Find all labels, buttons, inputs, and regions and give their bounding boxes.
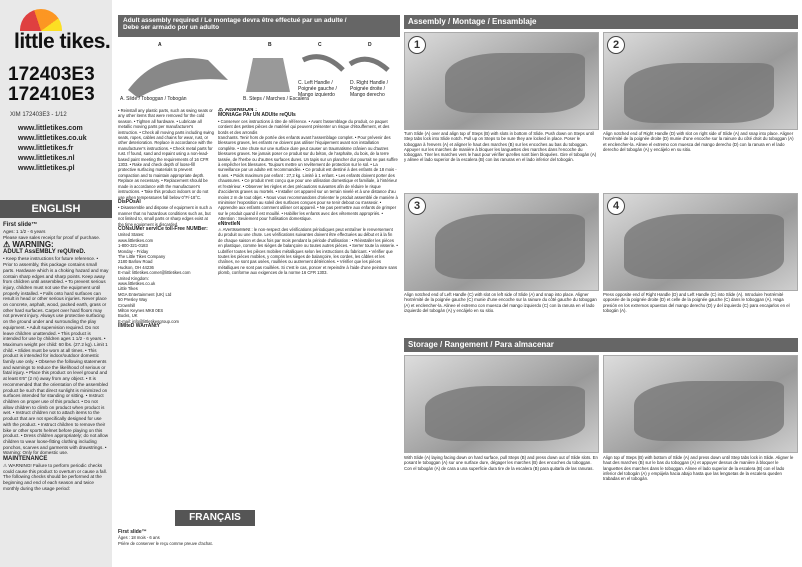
slide-part-icon [128, 58, 228, 98]
french-warning-text: tranchants. Tenir hors de portée des enfants avant l'assemblage complet. • Pour prévenir des blessures graves, les enfants ne doivent pas utiliser l'équipement avant son installation complète. • Une chute sur une surface dure peut causer un traumatisme crânien ou d'autres blessures graves. Ne jamais poser ce produit sur du béton, de l'asphalte, du bois, de la terre tassée, de l'herbe ou d'autres surfaces dures. Un tapis sur un plancher dur pourrait ne pas suffire à empêcher les blessures. Toujours mettre un revêtement de protection sur le sol. • La surveillance par un adulte est recommandée. • Ce produit est destiné à des enfants de 18 mois - 6 ans. • Poids maximum par enfant : 27,2 kg. Limité à 1 enfant. • Les enfants doivent porter des chaussures. • Ce produit n'est conçu que pour une utilisation domestique et familiale, à l'intérieur et l'extérieur. • Observer les règles et des précautions suivantes afin de réduire le risque d'accidents graves ou mortels. • Installer cet appareil sur un terrain nivelé et à une distance d'au moins 2 m de tout objet. • Nous vous recommandons d'orienter le produit assemblé de manière à minimiser l'exposition au soleil des surfaces conçues pour se tenir debout ou s'asseoir. • Apprendre aux enfants comment utiliser cet appareil. • Ne pas permettre aux enfants de grimper sur le produit quand il est mouillé. • Habiller les enfants avec des vêtements appropriés. • Attention : Seulement pour l'utilisation domestique. [218, 135, 398, 222]
slide-image [445, 53, 585, 113]
english-warning-text: • Keep these instructions for future reference. • Prior to assembly, this package contains small parts. Hardware which is a choking hazard and may contain sharp edges and sharp points. Keep away from children until assembled. • To prevent serious injury, children must not use the equipment until properly installed. • Falls onto hard surfaces can result in head or other serious injuries. Never place on concrete, asphalt, wood, packed earth, grass or other hard surfaces. Carpet over hard floors may not prevent injury. Always use protective surfacing on the ground under and surrounding the play equipment. • Adult supervision required. Do not leave children unattended. • This product is intended for use by children ages 1 1/2 - 6 years. • Maximum weight per child: 60 lbs. (27.2 kg). Limit 1 child. • Slides must be worn at all times. • This product is intended for indoor/outdoor domestic family use only. • Observe the following statements and warnings to reduce the likelihood of serious or fatal injury. • Place this product on level ground and at least 6'6" (2 m) away from any object. • It is recommended that the orientation of the assembled product be such that direct sunlight is minimized on surfaces intended for standing or sitting. • Instruct children on proper use of this product. • Do not allow children to climb on product when product is wet. • Instruct children not to attach items to the product that are not specifically designed for use with the product. • Instruct children to remove their bike or other sports helmet before playing on this product. • Dress children appropriately; do not allow children to wear loose-fitting clothing including ponchos, scarves and garments with drawstrings. • Warning: Only for domestic use. [3, 256, 109, 456]
slide-image [435, 214, 585, 279]
brand-logo: little tikes. [14, 30, 111, 53]
model-number-2: 172410E3 [8, 84, 95, 105]
website-link[interactable]: www.littletikes.com [18, 125, 83, 132]
french-instructions-column [218, 108, 398, 560]
maintenance-heading: MAINTENANCE [3, 456, 48, 463]
consumer-service-heading: CONsUMer servICe toll-Free NUMBer: [118, 225, 208, 232]
step-2-photo [603, 32, 798, 130]
document-code: XIM 172403E3 - 1/12 [10, 112, 67, 118]
step-1-caption: Turn Slide (A) over and align top of Steps (B) with slots in bottom of Slide. Push down on Steps until Step tabs lock into Slide notch. Pull up on Steps to be sure they are locked in place. Poser le toboggan à l'envers (A) et aligner le haut des marches (B) sur les encoches au bas du toboggan. Appuyer sur les marches de manière à bloquer les languettes des marches dans l'encoche du toboggan. Tirer les marches vers le haut pour vérifier qu'elles sont bien bloquées. Gire el tobogán (A) y alinee el lado superior de la escalera (B) con las ranuras en el lado inferior del tobogán. [404, 131, 597, 163]
english-section-header: ENGLISH [0, 200, 112, 218]
step-4-photo [603, 193, 798, 291]
maintenance-continued-column [118, 108, 214, 330]
website-link[interactable]: www.littletikes.fr [18, 145, 74, 152]
french-intro-text: • Conserver ces instructions à titre de référence. • Avant l'assemblage du produit, ce paquet contient des petites pièces de matériel qui peuvent présenter un risque d'étouffement, et des bords et des arrondis [218, 118, 390, 135]
warning-heading: ⚠ WARNING: [3, 240, 54, 250]
part-letter-d: D [368, 42, 372, 48]
part-letter-c: C [318, 42, 322, 48]
part-letter-a: A [158, 42, 162, 48]
step-number: 3 [408, 197, 426, 215]
banner-line: Debe ser armado por un adulto [123, 24, 220, 31]
french-adult-assembly-heading: MONtAGe PAr UN ADUlte reQUIs [218, 112, 296, 119]
storage-2-photo [603, 355, 798, 453]
storage-2-caption: Align top of Steps (B) with bottom of Slide (A) and press down until Step tabs lock in Slide. Aligner le haut des marches (B) sur le bas du toboggan (A) et appuyer dessus de manière à bloquer le languettes des marches dans le toboggan. Alinee el lado superior de la escalera (B) con el lado inferior del tobogán (A) y empújela hacia abajo hasta que las lengüetas de la escalera queden trabadas en el tobogán. [603, 455, 794, 482]
step-number: 1 [408, 36, 426, 54]
step-number: 2 [607, 36, 625, 54]
product-name: First slide™ [3, 222, 38, 228]
parts-illustration [118, 40, 400, 104]
website-link[interactable]: www.littletikes.nl [18, 155, 75, 162]
french-product-name: First slide™ [118, 529, 147, 535]
entretien-heading: eNtretIeN [218, 220, 241, 227]
step-4-caption: Press opposite end of Right Handle (D) and Left Handle (C) into Slide (A). Introduire l'extrémité opposée de la poignée droite (D) et celle de la poignée gauche (C) dans le toboggan (A). Haga presión en los extremos opuestos del mango derecho (D) y del izquierdo (C) para encajarlos en el tobogán (A). [603, 292, 790, 313]
step-number: 4 [607, 197, 625, 215]
maintenance-continued-text: • Reinstall any plastic parts, such as swing seats or any other items that were removed for the cold season. • Tighten all hardware. • Lubricate all metallic moving parts per manufacturer's instruction. • Check all moving parts including swing seats, ropes, cables and chains for wear, rust, or other deterioration. Replace in accordance with the manufacturer's instructions. • Check metal parts for rust. If found, sand and repaint using a non-lead-based paint meeting the requirements of 16 CFR 1303. • Rake and check depth of loose-fill protective surfacing materials to prevent compaction and to maintain appropriate depth. Replace as necessary. • Replacement should be made in accordance with the manufacturer's instructions. • Take this product indoors or do not use when temperatures fall below 0°F/-18°C. [118, 108, 214, 200]
disposal-text: • Disassemble and dispose of equipment in such a manner that no hazardous conditions such as, but not limited to, small parts or sharp edges exist at the time equipment is discarded. [118, 205, 212, 227]
french-receipt-note: Prière de conserver le reçu comme preuve d'achat. [118, 540, 213, 546]
slide-image [624, 63, 774, 123]
model-number-1: 172403E3 [8, 64, 95, 85]
part-letter-b: B [268, 42, 272, 48]
part-label-left-handle: C. Left Handle / Poignée gauche / Mango izquierdo [298, 80, 337, 98]
website-link[interactable]: www.littletikes.pl [18, 165, 75, 172]
right-handle-part-icon [350, 59, 388, 70]
part-label-steps: B. Steps / Marches / Escalera [243, 96, 309, 102]
adult-assembly-heading: ADULT AssEMBLY reQUIreD. [3, 249, 86, 256]
part-label-slide: A. Slide / Toboggan / Tobogán [120, 96, 187, 102]
slide-image [634, 381, 784, 441]
step-2-caption: Align notched end of Right Handle (D) with slot on right side of Slide (A) and snap into place. Aligner l'extrémité de la poignée droite (D) munie d'une encoche sur la rainure du côté droit du toboggan (A) et enclencher-la. Alinee el extremo con muesca del mango derecho (D) con la ranura en el lado derecho del tobogán (A) y encájelo en su sitio. [603, 131, 794, 152]
storage-1-photo [404, 355, 599, 453]
french-ages: Âges : 18 mois - 6 ans [118, 535, 160, 541]
adult-assembly-banner [118, 15, 400, 37]
slide-image [624, 214, 784, 279]
storage-1-caption: With Slide (A) laying facing down on hard surface, pull Steps (B) and press down out of Slide slots. En posant le toboggan (A) sur une surface dure, dégager les marches (B) des encoches du toboggan. Con el tobogán (A) de cara a una superficie dura tire de la escalera (B) para quitarla de las ranuras. [404, 455, 598, 471]
step-3-photo [404, 193, 599, 291]
maintenance-text: ⚠ WARNING! Failure to perform periodic checks could cause this product to overturn or cause a fall. The following checks should be performed at the beginning and end of each season and twice monthly during the usage period: [3, 463, 107, 491]
storage-header: Storage / Rangement / Para almacenar [404, 338, 798, 352]
left-handle-part-icon [303, 57, 343, 70]
french-section-header: FRANÇAIS [175, 510, 255, 526]
step-1-photo [404, 32, 599, 130]
english-instructions [3, 222, 109, 492]
warranty-heading: lIMIteD WArrANtY [118, 323, 160, 330]
steps-part-icon [246, 58, 290, 92]
step-3-caption: Align notched end of Left Handle (C) with slot on left side of Slide (A) and snap into place. Aligner l'extrémité de la poignée gauche (C) munie d'une encoche sur la rainure du côté gauche du toboggan (A) et enclencher-la. Alinee el extremo con muesca del mango izquierdo (C) con la ranura en el lado izquierdo del tobogán (A) y encájelo en su sitio. [404, 292, 597, 313]
part-label-right-handle: D. Right Handle / Poignée droite / Mango derecho [350, 80, 389, 98]
entretien-text: ⚠ AVertIsseMeNt : le non-respect des vérifications périodiques peut entraîner le renversement du produit ou une chute. Les vérifications suivantes doivent être effectuées au début et à la fin de chaque saison et deux fois par mois pendant la période d'utilisation : • Réinstaller les pièces en plastique, comme les sièges de balançoire ou toutes autres pièces. • Serrer toute la visserie. • Lubrifier toutes les pièces mobiles métalliques selon les instructions du fabricant. • Vérifier que toutes les pièces mobiles, y compris les sièges de balançoire, les cordes, les câbles et les chaînes, ne sont pas usées, rouillées ou autrement détériorées. • Vérifier que les pièces métalliques ne sont pas rouillées. Si c'est le cas, poncer et repeindre à l'aide d'une peinture sans plomb, conforme aux exigences de la norme 16 CFR 1303. [218, 226, 398, 276]
slide-image [425, 386, 585, 441]
banner-line: Adult assembly required / Le montage devra être effectué par un adulte / [123, 17, 347, 24]
assembly-header: Assembly / Montage / Ensamblaje [404, 15, 798, 29]
uk-contact: United Kingdom: www.littletikes.co.uk Little Tikes MGA Entertainment (UK) Ltd 50 Presley Way Crownhill Milton Keynes MK8 0ES Bucks, UK E-mail: info@littletikesgroup.com [118, 275, 180, 324]
website-link[interactable]: www.littletikes.co.uk [18, 135, 87, 142]
receipt-note: Please save sales receipt for proof of purchase. [3, 234, 101, 240]
disposal-heading: DisPOsAl [118, 198, 141, 205]
french-warning-heading: ⚠ AtteNtION : [218, 108, 258, 113]
french-intro [118, 530, 214, 546]
us-contact: United States: www.littletikes.com 1-800-321-0183 Monday - Friday The Little Tikes Company 2180 Barlow Road Hudson, OH 44236 E-mail: littletikes.comer@littletikes.com [118, 232, 191, 276]
ages-text: Ages: 1 1/2 - 6 years [3, 229, 46, 234]
